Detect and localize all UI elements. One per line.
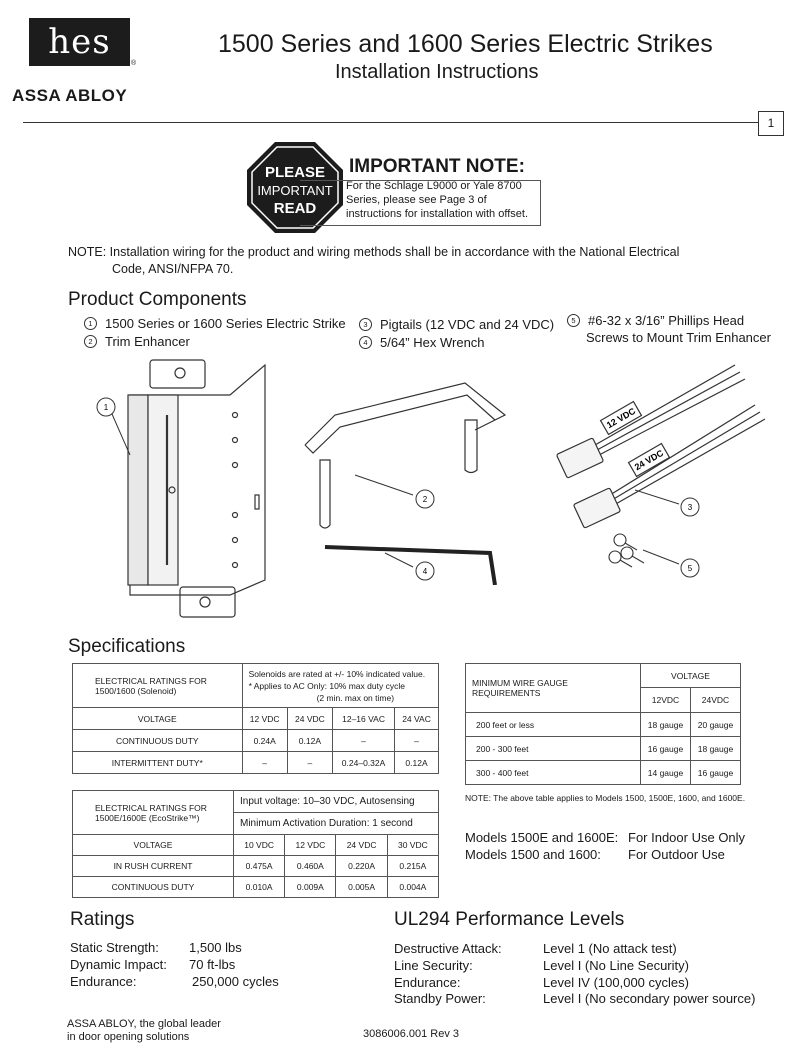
specifications-heading: Specifications bbox=[68, 636, 186, 657]
footer-tagline-2: in door opening solutions bbox=[67, 1031, 190, 1043]
pigtail-label-12vdc: 12 VDC bbox=[604, 405, 638, 431]
component-label: Trim Enhancer bbox=[105, 334, 190, 349]
table1-header-right-2: * Applies to AC Only: 10% max duty cycle bbox=[248, 680, 405, 691]
ul294-label: Destructive Attack: bbox=[394, 941, 502, 956]
ul294-label: Standby Power: bbox=[394, 991, 486, 1006]
ul294-value: Level 1 (No attack test) bbox=[543, 941, 677, 956]
registered-mark: ® bbox=[131, 60, 137, 67]
components-heading: Product Components bbox=[68, 289, 247, 310]
ul294-value: Level IV (100,000 cycles) bbox=[543, 975, 689, 990]
rating-label: Endurance: bbox=[70, 974, 137, 989]
table-row: 300 - 400 feet 14 gauge 16 gauge bbox=[466, 761, 741, 785]
model-use-1-value: For Indoor Use Only bbox=[628, 830, 746, 845]
badge-line-2: IMPORTANT bbox=[257, 183, 333, 198]
table-row: VOLTAGE 10 VDC 12 VDC 24 VDC 30 VDC bbox=[73, 835, 439, 856]
callout-1: 1 bbox=[103, 403, 109, 412]
table-row: IN RUSH CURRENT 0.475A 0.460A 0.220A 0.215A bbox=[73, 856, 439, 877]
table3-header-group: VOLTAGE bbox=[641, 664, 741, 688]
model-use-1-name: Models 1500E and 1600E: bbox=[465, 830, 619, 845]
component-label: #6-32 x 3/16” Phillips Head bbox=[588, 313, 745, 328]
callout-4: 4 bbox=[422, 567, 428, 576]
component-item-5 bbox=[567, 313, 744, 328]
table1-col-2: 24 VDC bbox=[287, 708, 332, 730]
component-number: 1 bbox=[84, 317, 97, 330]
component-item-4 bbox=[359, 335, 485, 350]
table-row: CONTINUOUS DUTY 0.010A 0.009A 0.005A 0.004A bbox=[73, 877, 439, 898]
page-title: 1500 Series and 1600 Series Electric Strikes bbox=[218, 30, 713, 58]
wire-gauge-note: NOTE: The above table applies to Models 1500, 1500E, 1600, and 1600E. bbox=[465, 793, 746, 803]
ul294-value: Level I (No secondary power source) bbox=[543, 991, 756, 1006]
component-item-3 bbox=[359, 317, 554, 332]
component-label: 5/64” Hex Wrench bbox=[380, 335, 485, 350]
table3-header-left: MINIMUM WIRE GAUGE REQUIREMENTS bbox=[466, 664, 641, 713]
component-label: 1500 Series or 1600 Series Electric Strike bbox=[105, 316, 346, 331]
table1-col-4: 24 VAC bbox=[395, 708, 439, 730]
header-rule bbox=[23, 122, 758, 123]
rating-label: Static Strength: bbox=[70, 940, 159, 955]
table-row: INTERMITTENT DUTY* – – 0.24–0.32A 0.12A bbox=[73, 752, 439, 774]
table1-header-left: ELECTRICAL RATINGS FOR 1500/1600 (Solenoid) bbox=[73, 664, 243, 708]
ul294-heading: UL294 Performance Levels bbox=[394, 909, 625, 930]
badge-line-1: PLEASE bbox=[264, 164, 326, 181]
callout-2: 2 bbox=[422, 495, 428, 504]
component-number: 3 bbox=[359, 318, 372, 331]
rating-value: 250,000 cycles bbox=[192, 974, 279, 989]
wiring-note-line-2: Code, ANSI/NFPA 70. bbox=[112, 262, 234, 276]
component-number: 5 bbox=[567, 314, 580, 327]
component-item-5-line-2 bbox=[586, 330, 771, 345]
hes-logo: hes bbox=[29, 18, 130, 66]
rating-value: 70 ft-lbs bbox=[189, 957, 236, 972]
solenoid-ratings-table bbox=[72, 663, 439, 774]
table1-col-0: VOLTAGE bbox=[73, 708, 243, 730]
rating-value: 1,500 lbs bbox=[189, 940, 242, 955]
table-row: CONTINUOUS DUTY 0.24A 0.12A – – bbox=[73, 730, 439, 752]
component-number: 4 bbox=[359, 336, 372, 349]
ul294-label: Endurance: bbox=[394, 975, 461, 990]
pigtail-label-24vdc: 24 VDC bbox=[632, 447, 666, 473]
component-item-1 bbox=[84, 316, 346, 331]
component-number: 2 bbox=[84, 335, 97, 348]
callout-3: 3 bbox=[687, 503, 693, 512]
electric-strike-illustration bbox=[90, 355, 270, 635]
brand-name: ASSA ABLOY bbox=[12, 86, 128, 105]
document-number: 3086006.001 Rev 3 bbox=[363, 1028, 460, 1040]
rating-label: Dynamic Impact: bbox=[70, 957, 167, 972]
table2-header-right-1: Input voltage: 10–30 VDC, Autosensing bbox=[234, 791, 439, 813]
wire-gauge-table: MINIMUM WIRE GAUGE REQUIREMENTS VOLTAGE 12VDC 24VDC 200 feet or less 18 gauge 20 gauge 200 - 300 feet 16 gauge 18 gauge 300 - 400 feet 14 gauge 16 gauge bbox=[465, 663, 741, 785]
wiring-note-line-1: NOTE: Installation wiring for the product and wiring methods shall be in accordance with the National Electrical bbox=[68, 245, 680, 259]
component-label: Screws to Mount Trim Enhancer bbox=[586, 330, 771, 345]
table-row bbox=[73, 708, 439, 730]
component-label: Pigtails (12 VDC and 24 VDC) bbox=[380, 317, 555, 332]
callout-5: 5 bbox=[687, 564, 693, 573]
footer-tagline-1: ASSA ABLOY, the global leader bbox=[67, 1018, 221, 1030]
table1-col-3: 12–16 VAC bbox=[333, 708, 395, 730]
ul294-value: Level I (No Line Security) bbox=[543, 958, 689, 973]
model-use-2-value: For Outdoor Use bbox=[628, 847, 725, 862]
table-row: 200 feet or less 18 gauge 20 gauge bbox=[466, 713, 741, 737]
table-row: 200 - 300 feet 16 gauge 18 gauge bbox=[466, 737, 741, 761]
trim-enhancer-illustration bbox=[295, 375, 525, 585]
table2-header-left: ELECTRICAL RATINGS FOR 1500E/1600E (EcoStrike™) bbox=[73, 791, 234, 835]
table1-header-right-3: (2 min. max on time) bbox=[316, 692, 395, 703]
model-use-2-name: Models 1500 and 1600: bbox=[465, 847, 601, 862]
ul294-label: Line Security: bbox=[394, 958, 473, 973]
table1-header-right-1: Solenoids are rated at +/- 10% indicated value. bbox=[248, 668, 426, 679]
table2-header-right-2: Minimum Activation Duration: 1 second bbox=[234, 813, 439, 835]
badge-line-3: READ bbox=[273, 200, 317, 217]
page-subtitle: Installation Instructions bbox=[335, 61, 539, 83]
page-number: 1 bbox=[758, 111, 784, 136]
pigtails-illustration bbox=[555, 360, 785, 585]
ratings-heading: Ratings bbox=[70, 909, 135, 930]
table1-col-1: 12 VDC bbox=[242, 708, 287, 730]
ecostrike-ratings-table bbox=[72, 790, 439, 898]
important-note-body: For the Schlage L9000 or Yale 8700 Series, please see Page 3 of instructions for installation with offset. bbox=[346, 180, 528, 220]
component-item-2 bbox=[84, 334, 190, 349]
important-note-title: IMPORTANT NOTE: bbox=[349, 156, 525, 177]
